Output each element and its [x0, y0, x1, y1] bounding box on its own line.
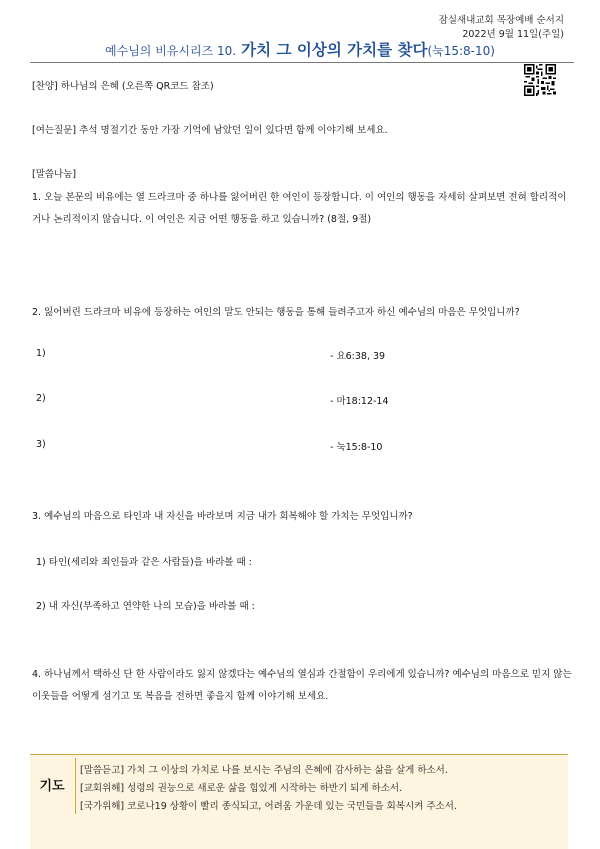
question-3: 3. 예수님의 마음으로 타인과 내 자신을 바라보며 지금 내가 회복해야 할 가치는 무엇입니까?: [32, 511, 413, 522]
question-4-line-2: 이웃들을 어떻게 섬기고 또 복음을 전하면 좋을지 함께 이야기해 보세요.: [32, 691, 329, 702]
scripture-ref: (눅15:8-10): [427, 44, 495, 58]
qr-code-icon[interactable]: [524, 64, 556, 96]
question-2: 2. 잃어버린 드라크마 비유에 등장하는 여인의 말도 안되는 행동을 통해 들려주고자 하신 예수님의 마음은 무엇입니까?: [32, 307, 520, 318]
q2-item-2-ref: - 마18:12-14: [330, 396, 389, 407]
title-divider: [30, 62, 574, 63]
service-date: 2022년 9월 11일(주일): [462, 29, 564, 40]
church-name: 잠실새내교회 목장예배 순서지: [438, 15, 564, 26]
q2-item-1-ref: - 요6:38, 39: [330, 351, 386, 362]
q2-item-1-number: 1): [36, 348, 46, 359]
praise-line: [찬양] 하나님의 은혜 (오른쪽 QR코드 참조): [32, 81, 214, 92]
q2-item-2-number: 2): [36, 393, 46, 404]
opening-question: [여는질문] 추석 명절기간 동안 가장 기억에 남았던 일이 있다면 함께 이야기해 보세요.: [32, 125, 388, 136]
question-4-line-1: 4. 하나님께서 택하신 단 한 사람이라도 잃지 않겠다는 예수님의 열심과 간절함이 우리에게 있습니까? 예수님의 마음으로 믿지 않는: [32, 669, 572, 680]
prayer-line-church: [교회위해] 성령의 권능으로 새로운 삶을 힘있게 시작하는 하반기 되게 하소서.: [80, 783, 403, 794]
page-title: [0, 38, 600, 60]
question-1-line-1: 1. 오늘 본문의 비유에는 열 드라크마 중 하나를 잃어버린 한 여인이 등장합니다. 이 여인의 행동을 자세히 살펴보면 전혀 합리적이: [32, 192, 567, 203]
sharing-heading: [말씀나눔]: [32, 169, 77, 180]
prayer-line-nation: [국가위해] 코로나19 상황이 빨리 종식되고, 어려움 가운데 있는 국민들을 회복시켜 주소서.: [80, 801, 457, 812]
question-1-line-2: 거나 논리적이지 않습니다. 이 여인은 지금 어떤 행동을 하고 있습니까? (8절, 9절): [32, 214, 372, 225]
q2-item-3-number: 3): [36, 439, 46, 450]
prayer-line-word: [말씀듣고] 가치 그 이상의 가치로 나를 보시는 주님의 은혜에 감사하는 삶을 살게 하소서.: [80, 765, 448, 776]
q3-item-1: 1) 타인(세리와 죄인들과 같은 사람들)을 바라볼 때 :: [36, 557, 252, 568]
q3-item-2: 2) 내 자신(부족하고 연약한 나의 모습)을 바라볼 때 :: [36, 601, 255, 612]
sermon-title: 가치 그 이상의 가치를 찾다: [241, 41, 428, 59]
prayer-divider: [75, 758, 76, 814]
prayer-label: 기도: [39, 778, 65, 794]
series-label: 예수님의 비유시리즈 10.: [105, 44, 237, 58]
q2-item-3-ref: - 눅15:8-10: [330, 442, 383, 453]
